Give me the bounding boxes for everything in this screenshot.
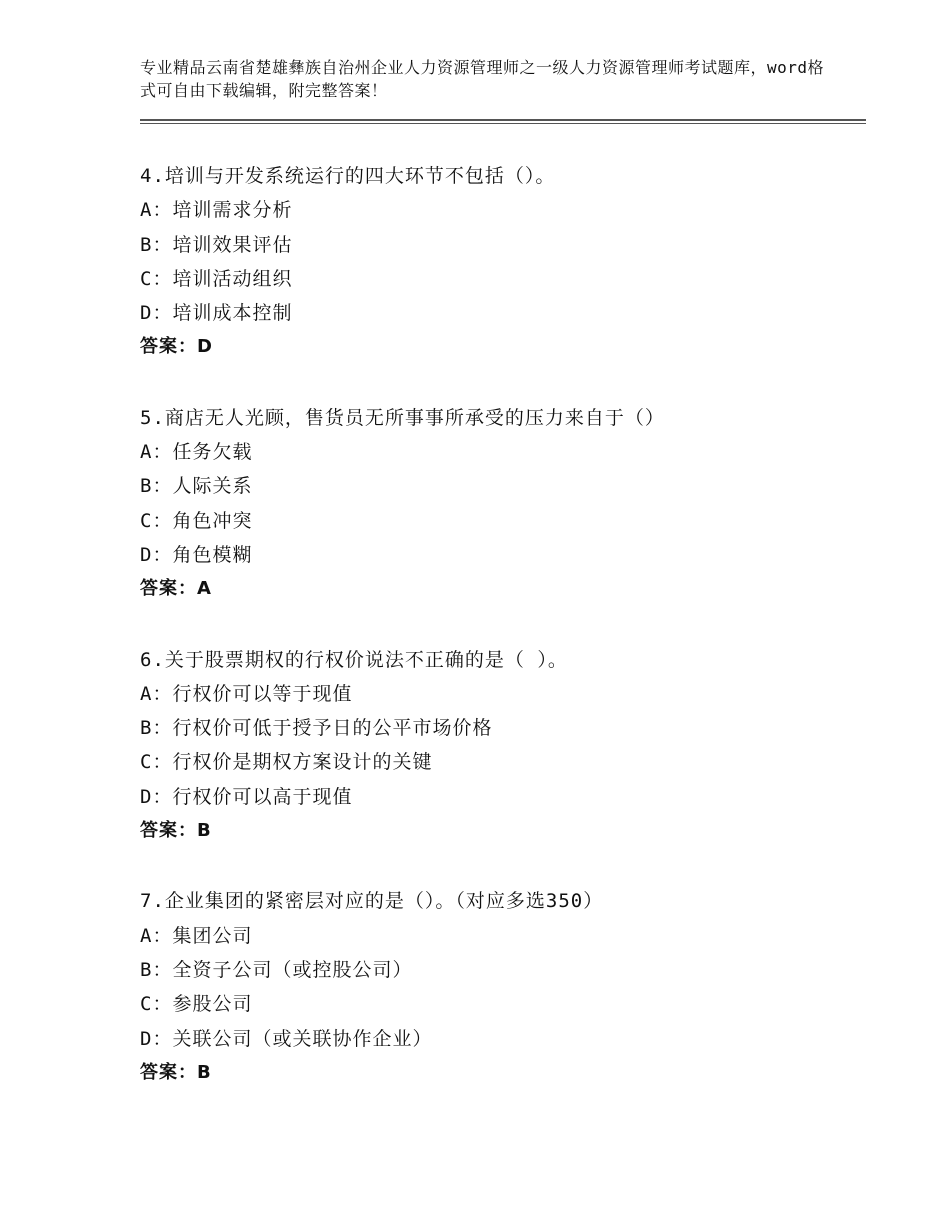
option-a: A：任务欠载 xyxy=(140,441,253,464)
question-stem: 5.商店无人光顾，售货员无所事事所承受的压力来自于（） xyxy=(140,406,665,429)
answer-value: D xyxy=(197,336,213,358)
question-list xyxy=(140,159,860,1126)
page-header-title: 专业精品云南省楚雄彝族自治州企业人力资源管理师之一级人力资源管理师考试题库，word格式可自由下载编辑，附完整答案！ xyxy=(140,58,825,100)
answer-line xyxy=(140,330,860,364)
option-d: D：关联公司（或关联协作企业） xyxy=(140,1027,433,1050)
option-b: B：行权价可低于授予日的公平市场价格 xyxy=(140,717,493,740)
option-b: B：培训效果评估 xyxy=(140,233,293,256)
question-6 xyxy=(140,643,860,849)
option-a: A：集团公司 xyxy=(140,924,253,947)
page-header xyxy=(140,56,840,102)
option-c: C：参股公司 xyxy=(140,993,253,1016)
option-d: D：角色模糊 xyxy=(140,543,253,566)
header-divider xyxy=(140,119,866,121)
option-d: D：行权价可以高于现值 xyxy=(140,785,353,808)
answer-value: B xyxy=(197,820,212,842)
answer-line xyxy=(140,1056,860,1090)
question-stem: 6.关于股票期权的行权价说法不正确的是（ ）。 xyxy=(140,648,568,671)
header-divider-thin xyxy=(140,123,866,124)
answer-label: 答案： xyxy=(140,336,197,358)
option-b: B：人际关系 xyxy=(140,475,253,498)
answer-value: B xyxy=(197,1061,212,1083)
question-7 xyxy=(140,884,860,1090)
answer-line xyxy=(140,572,860,606)
option-a: A：培训需求分析 xyxy=(140,199,293,222)
question-stem: 4.培训与开发系统运行的四大环节不包括（）。 xyxy=(140,165,556,187)
option-a: A：行权价可以等于现值 xyxy=(140,682,353,705)
option-c: C：行权价是期权方案设计的关键 xyxy=(140,751,433,774)
answer-label: 答案： xyxy=(140,1061,197,1083)
answer-value: A xyxy=(197,578,212,600)
option-b: B：全资子公司（或控股公司） xyxy=(140,958,413,981)
answer-label: 答案： xyxy=(140,578,197,600)
question-4 xyxy=(140,159,860,365)
question-5 xyxy=(140,401,860,607)
option-c: C：培训活动组织 xyxy=(140,267,293,290)
option-c: C：角色冲突 xyxy=(140,509,253,532)
option-d: D：培训成本控制 xyxy=(140,302,293,325)
answer-label: 答案： xyxy=(140,820,197,842)
question-stem: 7.企业集团的紧密层对应的是（）。（对应多选350） xyxy=(140,890,604,913)
answer-line xyxy=(140,814,860,848)
